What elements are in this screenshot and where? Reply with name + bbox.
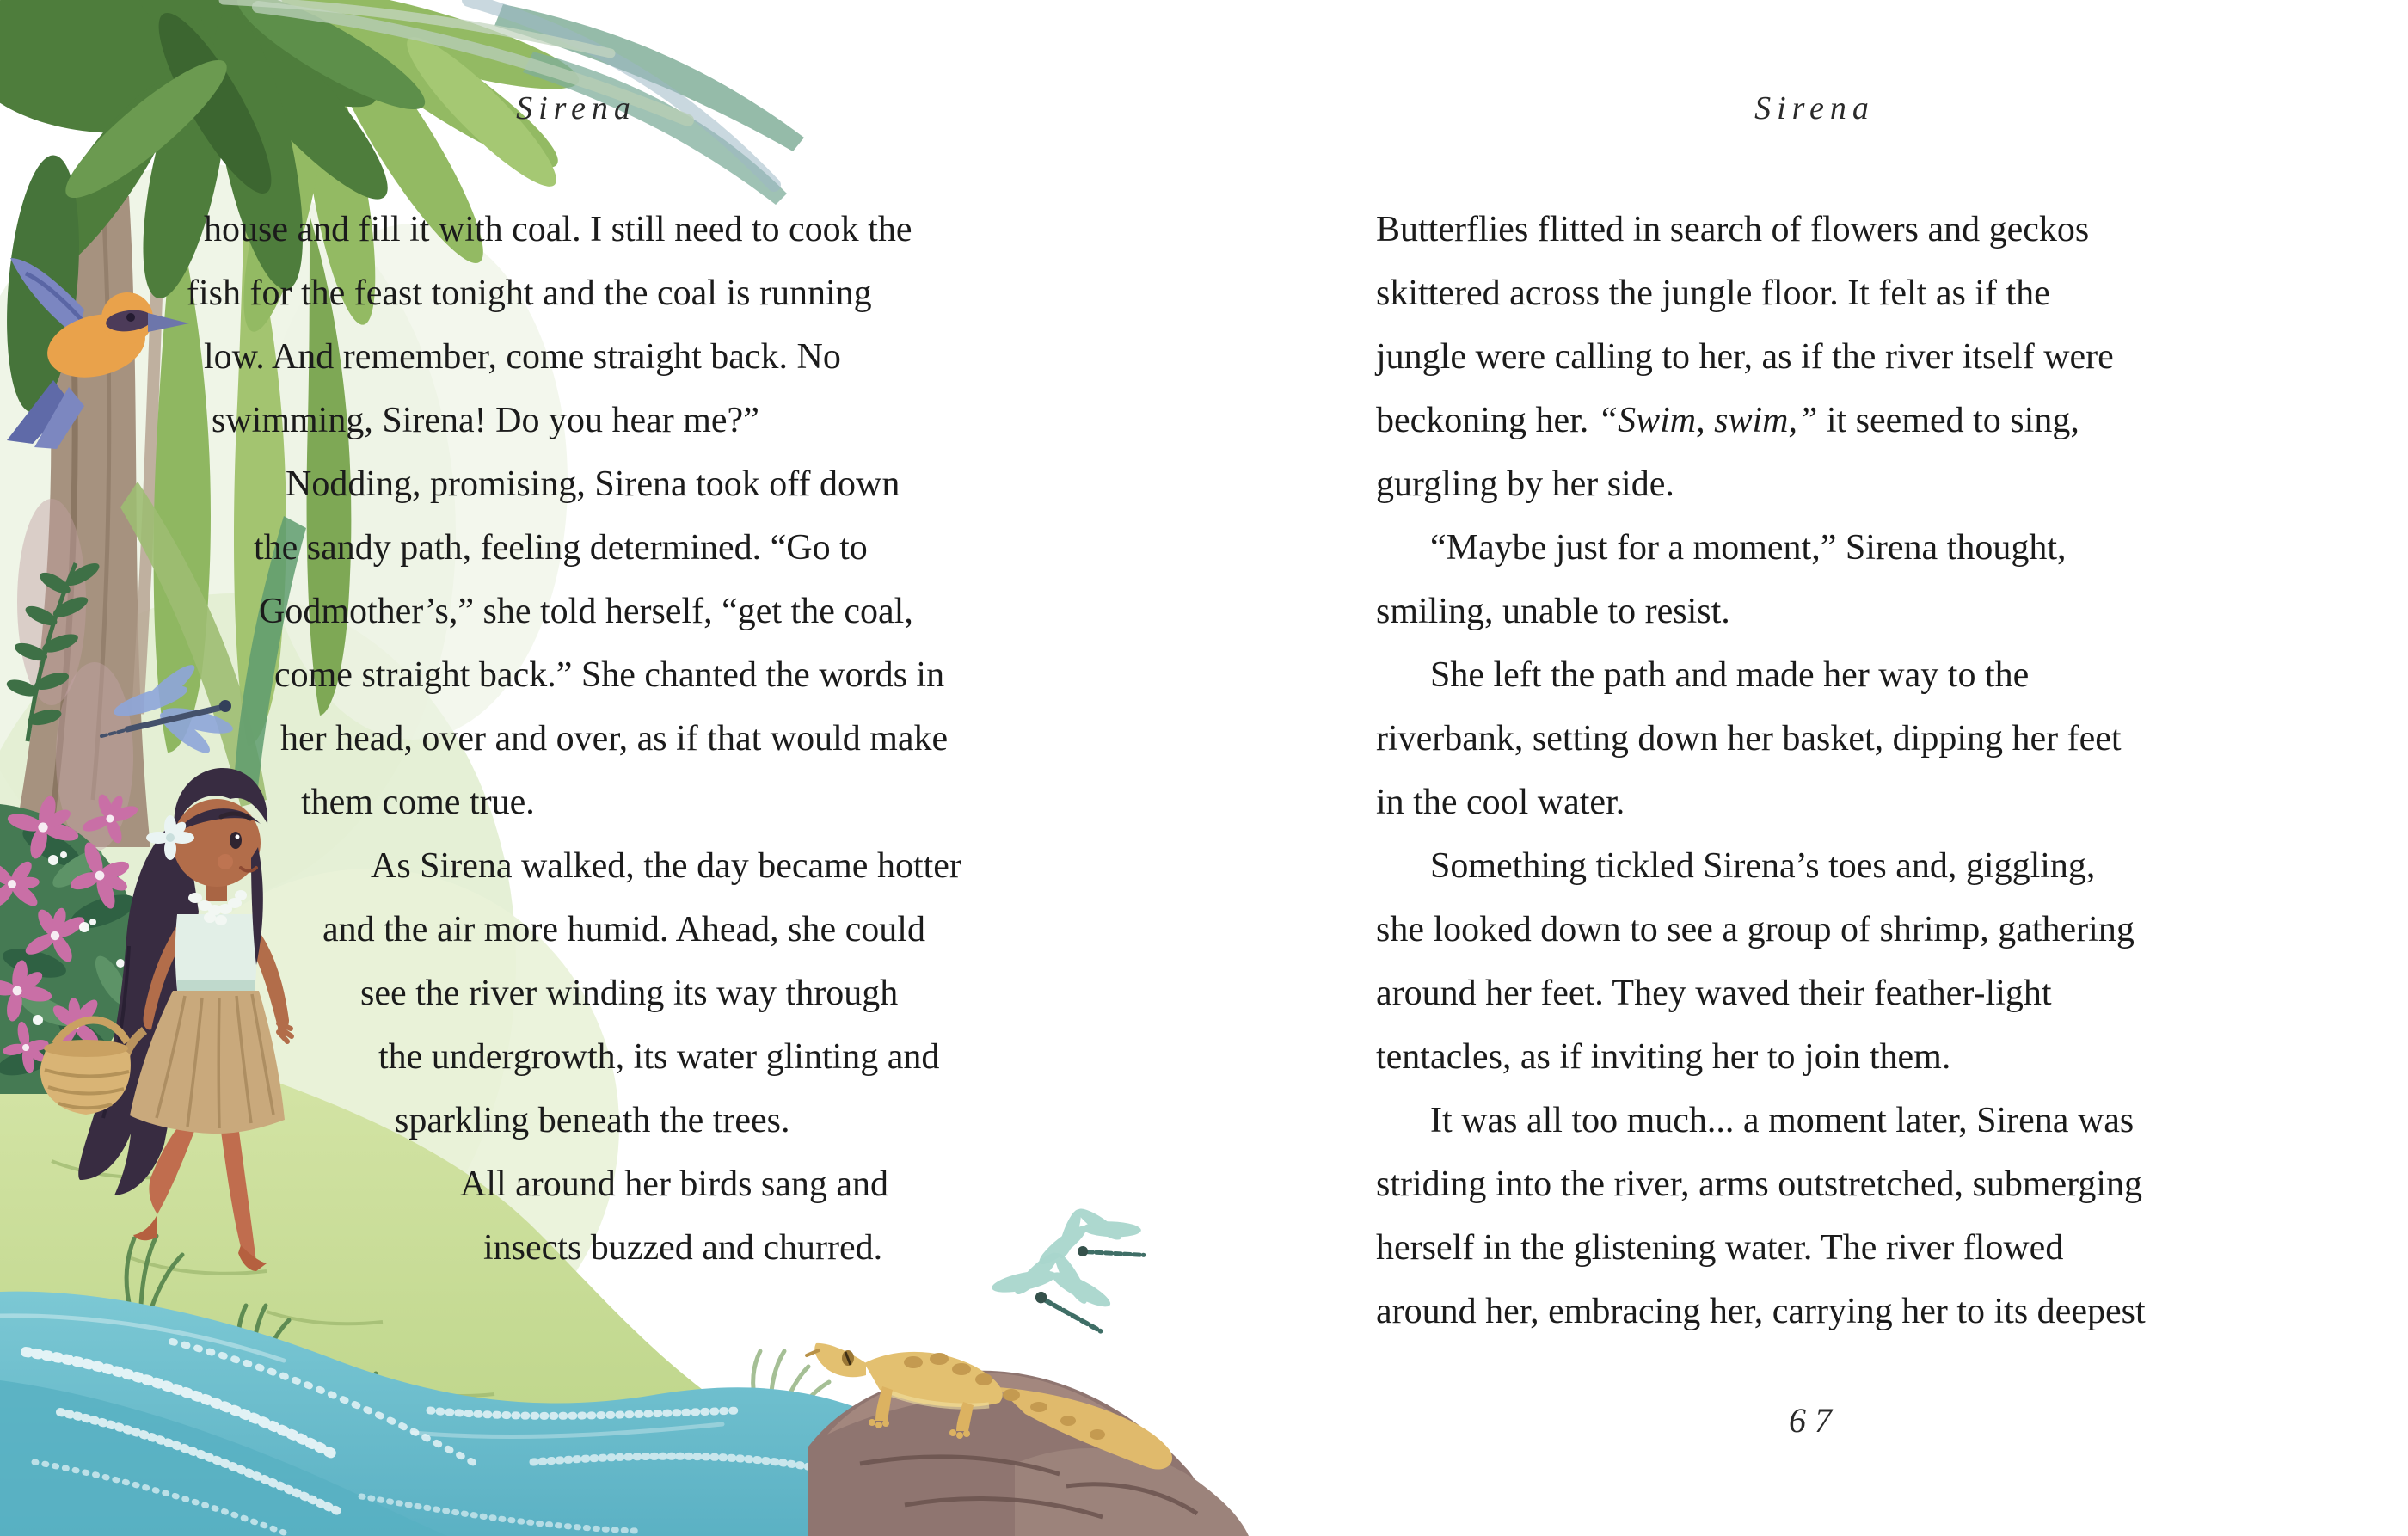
text-line: come straight back.” She chanted the words in bbox=[274, 655, 945, 695]
text-line bbox=[1376, 389, 2146, 452]
text-line: Godmother’s,” she told herself, “get the coal, bbox=[259, 592, 913, 631]
text-line: Something tickled Sirena’s toes and, giggling, bbox=[1430, 846, 2096, 886]
text-line: low. And remember, come straight back. No bbox=[204, 337, 841, 377]
text-line: swimming, Sirena! Do you hear me?” bbox=[212, 401, 759, 440]
text-line: around her feet. They waved their feather-light bbox=[1376, 974, 2052, 1013]
text-line: skittered across the jungle floor. It felt as if the bbox=[1376, 273, 2050, 313]
text-line: and the air more humid. Ahead, she could bbox=[322, 910, 925, 949]
running-header-right: Sirena bbox=[1754, 90, 1875, 126]
text-segment: beckoning her. bbox=[1376, 401, 1598, 440]
text-line: She left the path and made her way to the bbox=[1430, 655, 2030, 695]
text-line: her head, over and over, as if that would make bbox=[280, 719, 949, 759]
text-line: she looked down to see a group of shrimp, gathering bbox=[1376, 910, 2135, 949]
text-line: insects buzzed and churred. bbox=[483, 1228, 883, 1268]
text-line: jungle were calling to her, as if the river itself were bbox=[1376, 337, 2114, 377]
text-line: All around her birds sang and bbox=[460, 1164, 889, 1204]
right-page-text bbox=[1376, 198, 2146, 1343]
text-line: tentacles, as if inviting her to join them. bbox=[1376, 1037, 1951, 1077]
text-line: “Maybe just for a moment,” Sirena thought, bbox=[1430, 528, 2067, 568]
text-line: sparkling beneath the trees. bbox=[395, 1101, 790, 1140]
text-line: fish for the feast tonight and the coal is running bbox=[187, 273, 872, 313]
text-line: the sandy path, feeling determined. “Go to bbox=[254, 528, 868, 568]
text-line: smiling, unable to resist. bbox=[1376, 592, 1730, 631]
text-line: see the river winding its way through bbox=[360, 974, 899, 1013]
text-line: riverbank, setting down her basket, dipping her feet bbox=[1376, 719, 2122, 759]
text-line: in the cool water. bbox=[1376, 783, 1625, 822]
left-page-text bbox=[187, 198, 961, 1280]
text-line: striding into the river, arms outstretched, submerging bbox=[1376, 1164, 2143, 1204]
text-segment: it seemed to sing, bbox=[1817, 401, 2079, 440]
text-line: gurgling by her side. bbox=[1376, 464, 1674, 504]
teal-dragonflies-illustration bbox=[986, 1189, 1152, 1332]
text-line: herself in the glistening water. The river flowed bbox=[1376, 1228, 2064, 1268]
text-line: Butterflies flitted in search of flowers and geckos bbox=[1376, 210, 2090, 249]
text-line: It was all too much... a moment later, Sirena was bbox=[1430, 1101, 2135, 1140]
text-line: around her, embracing her, carrying her to its deepest bbox=[1376, 1292, 2146, 1331]
page-number: 67 bbox=[1789, 1401, 1840, 1440]
text-line: Nodding, promising, Sirena took off down bbox=[286, 464, 900, 504]
text-line: the undergrowth, its water glinting and bbox=[378, 1037, 940, 1077]
text-line: As Sirena walked, the day became hotter bbox=[371, 846, 961, 886]
running-header-left: Sirena bbox=[516, 90, 636, 126]
text-line: house and fill it with coal. I still need to cook the bbox=[204, 210, 912, 249]
text-line: them come true. bbox=[301, 783, 535, 822]
italic-text-segment: “Swim, swim,” bbox=[1597, 401, 1818, 440]
